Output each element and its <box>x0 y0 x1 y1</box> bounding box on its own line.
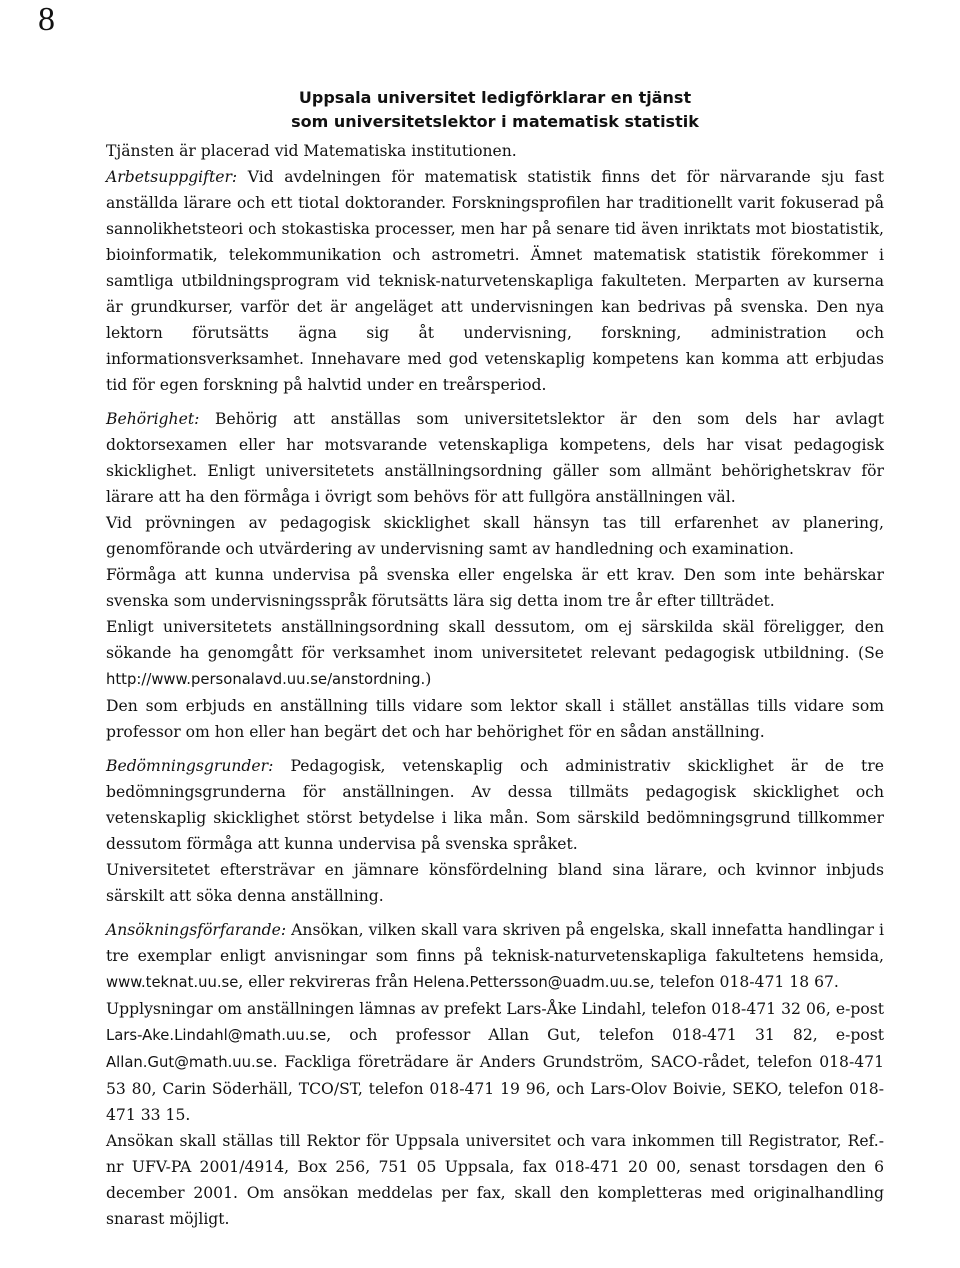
paragraph-professor: Den som erbjuds en anställning tills vidare som lektor skall i stället anställas tills vidare som professor om hon eller han begärt det och har behörighet för en sådan anställning. <box>106 697 884 741</box>
paragraph-placement: Tjänsten är placerad vid Matematiska institutionen. <box>106 142 517 160</box>
text-training-end: ) <box>425 670 432 688</box>
email-helena[interactable]: Helena.Pettersson@uadm.uu.se <box>412 974 650 991</box>
text-contacts-b: , och professor Allan Gut, telefon 018-471 31 82, e-post <box>326 1026 884 1044</box>
title-line-1: Uppsala universitet ledigförklarar en tjänst <box>298 88 692 107</box>
text-contacts-c: . Fackliga företrädare är Anders Grundström, SACO-rådet, telefon 018-471 53 80, Carin Söderhäll, TCO/ST, telefon 018-471 19 96, och Lars-Olov Boivie, SEKO, telefon 018-471 33 15. <box>106 1053 884 1124</box>
paragraph-training <box>106 614 884 693</box>
lead-criteria: Bedömningsgrunder: <box>106 757 274 775</box>
text-duties: Vid avdelningen för matematisk statistik finns det för närvarande sju fast anställda lärare och ett tiotal doktorander. Forskningsprofilen har traditionellt varit fokuserad på sannolikhetsteori och stokastiska processer, men har på senare tid även inriktats mot biostatistik, bioinformatik, telekommunikation och astrometri. Ämnet matematisk statistik förekommer i samtliga utbildningsprogram vid teknisk-naturvetenskapliga fakulteten. Merparten av kurserna är grundkurser, varför det är angeläget att undervisningen kan bedrivas på svenska. Den nya lektorn förutsätts ägna sig åt undervisning, forskning, administration och informationsverksamhet. Innehavare med god vetenskaplig kompetens kan komma att erbjudas tid för egen forskning på halvtid under en treårsperiod. <box>106 168 884 394</box>
text-eligibility: Behörig att anställas som universitetslektor är den som dels har avlagt doktorsexamen eller har motsvarande vetenskapliga kompetens, dels har visat pedagogisk skicklighet. Enligt universitetets anställningsordning gäller som allmänt behörighetskrav för lärare att ha den förmåga i övrigt som behövs för att fullgöra anställningen väl. <box>106 410 884 506</box>
text-application-a: Ansökan, vilken skall vara skriven på engelska, skall innefatta handlingar i tre exemplar enligt anvisningar som finns på teknisk-naturvetenskapliga fakultetens hemsida, <box>106 921 884 965</box>
link-anstordning[interactable]: http://www.personalavd.uu.se/anstordning. <box>106 671 426 688</box>
text-contacts-a: Upplysningar om anställningen lämnas av prefekt Lars-Åke Lindahl, telefon 018-471 32 06, e-post <box>106 1000 884 1018</box>
title-line-2: som universitetslektor i matematisk statistik <box>291 112 699 131</box>
page-number: 8 <box>38 1 55 38</box>
paragraph-duties <box>106 164 884 398</box>
text-training: Enligt universitetets anställningsordning skall dessutom, om ej särskilda skäl föreligger, den sökande ha genomgått för verksamhet inom universitetet relevant pedagogisk utbildning. (Se <box>106 618 884 662</box>
text-application-b: , eller rekvireras från <box>238 973 413 991</box>
paragraph-eligibility <box>106 406 884 510</box>
paragraph-contacts <box>106 996 884 1128</box>
paragraph-language: Förmåga att kunna undervisa på svenska eller engelska är ett krav. Den som inte behärskar svenska som undervisningsspråk förutsätts lära sig detta inom tre år efter tillträdet. <box>106 566 884 610</box>
page-title <box>106 86 884 134</box>
lead-duties: Arbetsuppgifter: <box>106 168 238 186</box>
lead-application: Ansökningsförfarande: <box>106 921 287 939</box>
paragraph-pedagogy: Vid prövningen av pedagogisk skicklighet skall hänsyn tas till erfarenhet av planering, genomförande och utvärdering av undervisning samt av handledning och examination. <box>106 514 884 558</box>
lead-eligibility: Behörighet: <box>106 410 200 428</box>
paragraph-equality: Universitetet eftersträvar en jämnare könsfördelning bland sina lärare, och kvinnor inbjuds särskilt att söka denna anställning. <box>106 861 884 905</box>
link-teknat[interactable]: www.teknat.uu.se <box>106 974 239 991</box>
document-body <box>106 86 884 1232</box>
paragraph-criteria <box>106 753 884 857</box>
text-application-c: , telefon 018-471 18 67. <box>649 973 839 991</box>
paragraph-submission: Ansökan skall ställas till Rektor för Uppsala universitet och vara inkommen till Registrator, Ref.-nr UFV-PA 2001/4914, Box 256, 751 05 Uppsala, fax 018-471 20 00, senast torsdagen den 6 december 2001. Om ansökan meddelas per fax, skall den kompletteras med originalhandling snarast möjligt. <box>106 1132 884 1228</box>
email-gut[interactable]: Allan.Gut@math.uu.se <box>106 1054 273 1071</box>
text-criteria: Pedagogisk, vetenskaplig och administrativ skicklighet är de tre bedömningsgrunderna för anställningen. Av dessa tillmäts pedagogisk skicklighet och vetenskaplig skicklighet störst betydelse i lika mån. Som särskild bedömningsgrund tillkommer dessutom förmåga att kunna undervisa på svenska språket. <box>106 757 884 853</box>
paragraph-application <box>106 917 884 996</box>
email-lindahl[interactable]: Lars-Ake.Lindahl@math.uu.se <box>106 1027 327 1044</box>
